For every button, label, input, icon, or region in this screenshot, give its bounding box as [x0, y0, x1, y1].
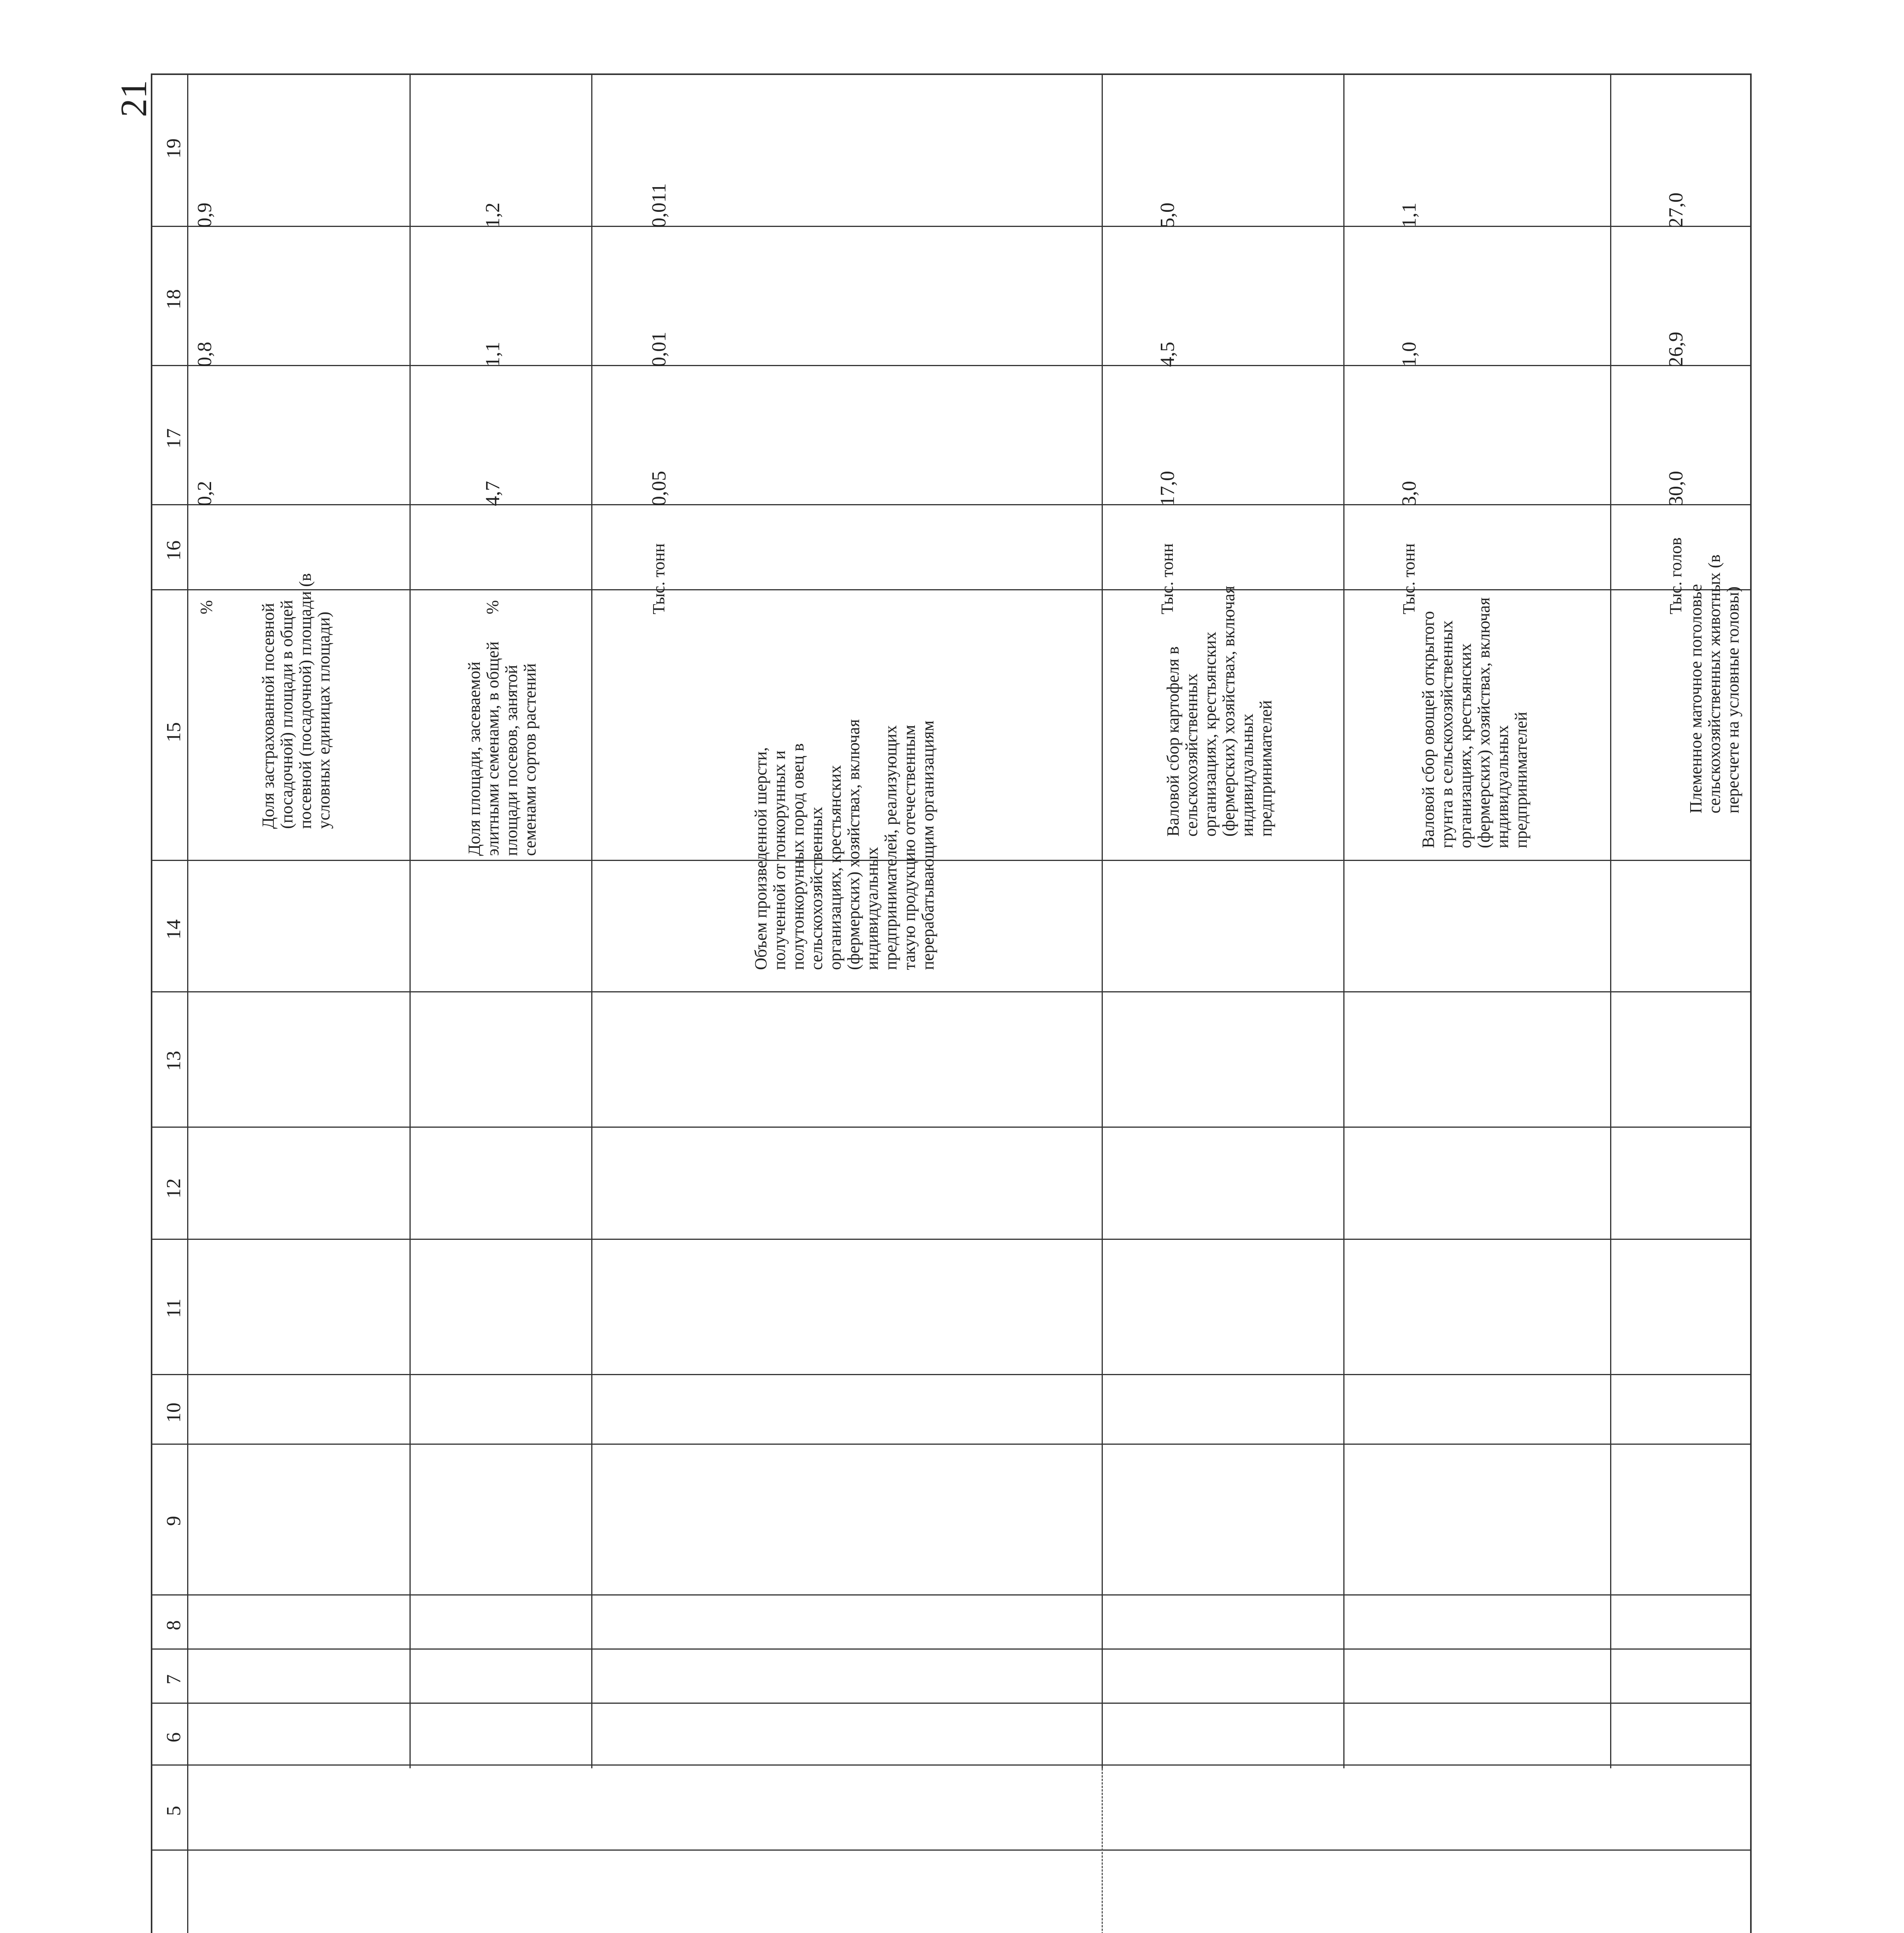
row-divider-1 [409, 75, 411, 1768]
column-number: 5 [162, 1806, 185, 1816]
indicator-text: Валовой сбор картофеля в сельскохозяйственных организациях, крестьянских (фермерских) хозяйствах, включая индивидуальных предпринимателей [1164, 586, 1275, 837]
row-divider-3 [1102, 75, 1103, 1768]
value-col19: 1,2 [481, 203, 504, 228]
value-col18: 26,9 [1665, 332, 1687, 367]
column-number: 16 [162, 540, 185, 561]
value-col18: 1,0 [1398, 342, 1420, 367]
value-col18: 4,5 [1156, 342, 1179, 367]
row-divider-2 [591, 75, 592, 1768]
column-number: 8 [162, 1620, 185, 1630]
value-col18: 0,8 [193, 342, 216, 367]
unit: Тыс. тонн [1399, 543, 1418, 614]
col-divider-8-7 [152, 1648, 1750, 1650]
value-col19: 5,0 [1156, 203, 1179, 228]
col-divider-5-4 [152, 1849, 1750, 1851]
value-col17: 17,0 [1156, 471, 1179, 506]
col-divider-11-10 [152, 1374, 1750, 1375]
value-col19: 27,0 [1665, 193, 1687, 228]
col-divider-7-6 [152, 1703, 1750, 1704]
unit: % [483, 600, 502, 614]
col-divider-14-13 [152, 991, 1750, 992]
col-divider-13-12 [152, 1127, 1750, 1128]
header-rule [187, 75, 188, 1933]
value-col18: 0,01 [648, 332, 670, 367]
unit: Тыс. тонн [1158, 543, 1177, 614]
indicator-text: Доля площади, засеваемой элитными семенами, в общей площади посевов, занятой семенами сортов растений [465, 641, 539, 856]
col-divider-10-9 [152, 1444, 1750, 1445]
indicator-text: Объем произведенной шерсти, полученной от тонкорунных и полутонкорунных пород овец в сельскохозяйственных организациях, крестьянских (фермерских) хозяйствах, включая индивидуальных предпринимателей, реализующих такую продукцию отечественным перерабатывающим организациям [751, 719, 937, 970]
column-number: 17 [162, 428, 185, 448]
value-col17: 0,05 [648, 471, 670, 506]
value-col19: 0,9 [193, 203, 216, 228]
unit: % [197, 600, 216, 614]
unit: Тыс. голов [1666, 537, 1685, 614]
row-divider-5 [1610, 75, 1611, 1768]
col-divider-6-5 [152, 1764, 1750, 1766]
row-divider-4 [1343, 75, 1344, 1768]
value-col19: 1,1 [1398, 203, 1420, 228]
column-number: 10 [162, 1403, 185, 1423]
col-divider-18-17 [152, 365, 1750, 366]
page-number: 21 [113, 80, 154, 117]
col-divider-19-18 [152, 226, 1750, 227]
unit: Тыс. тонн [649, 543, 668, 614]
value-col17: 0,2 [193, 481, 216, 506]
indicator-text: Доля застрахованной посевной (посадочной) площади в общей посевной (посадочной) площади (в условных единицах площади) [259, 573, 333, 829]
column-number: 14 [162, 919, 185, 939]
indicator-table [151, 73, 1752, 1933]
row-divider-group [1102, 1768, 1103, 1933]
column-number: 6 [162, 1732, 185, 1742]
column-number: 9 [162, 1516, 185, 1526]
value-col17: 30,0 [1665, 471, 1687, 506]
col-divider-12-11 [152, 1239, 1750, 1240]
value-col17: 3,0 [1398, 481, 1420, 506]
value-col19: 0,011 [648, 183, 670, 228]
column-number: 7 [162, 1674, 185, 1684]
column-number: 11 [162, 1298, 185, 1318]
indicator-text: Племенное маточное поголовье сельскохозяйственных животных (в пересчете на условные головы) [1686, 554, 1742, 813]
col-divider-9-8 [152, 1594, 1750, 1595]
column-number: 13 [162, 1051, 185, 1071]
col-divider-17-16 [152, 504, 1750, 505]
value-col18: 1,1 [481, 342, 504, 367]
value-col17: 4,7 [481, 481, 504, 506]
column-number: 12 [162, 1178, 185, 1198]
column-number: 15 [162, 722, 185, 742]
column-number: 19 [162, 138, 185, 159]
indicator-text: Валовой сбор овощей открытого грунта в сельскохозяйственных организациях, крестьянских (фермерских) хозяйствах, включая индивидуальных предпринимателей [1419, 597, 1530, 848]
column-number: 18 [162, 289, 185, 309]
